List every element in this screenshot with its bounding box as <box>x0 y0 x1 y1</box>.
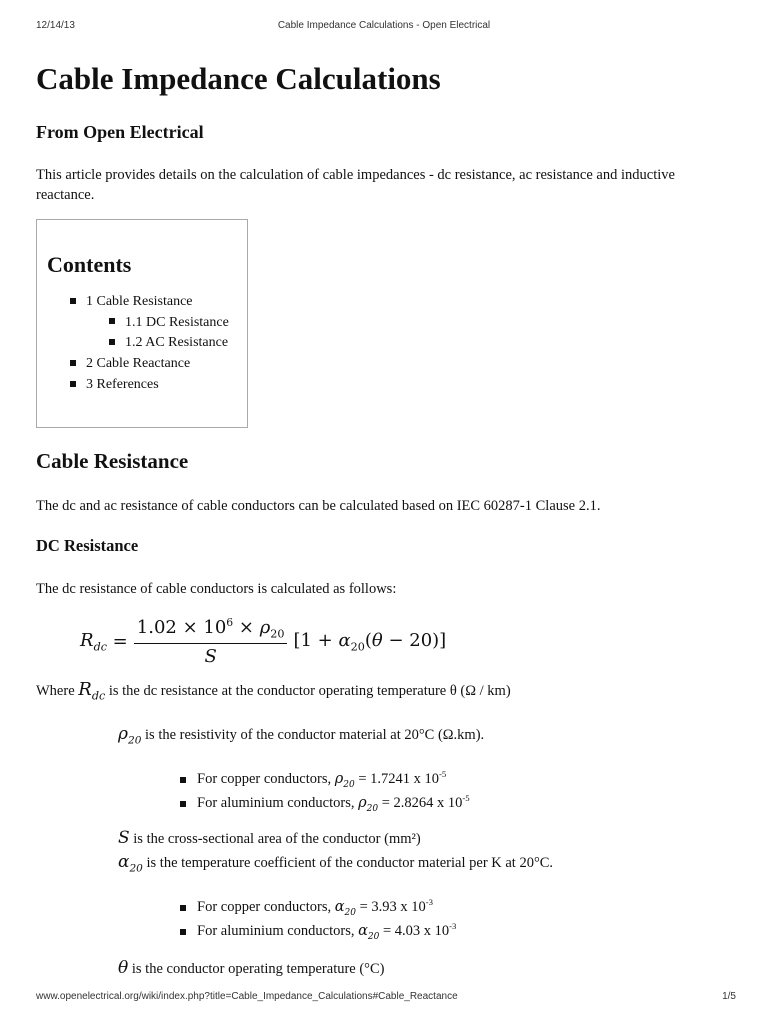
s-definition: S is the cross-sectional area of the conductor (mm²) <box>118 828 421 848</box>
page-title: Cable Impedance Calculations <box>36 61 441 96</box>
section-dc-resistance: DC Resistance <box>36 536 139 555</box>
toc-link-dc-resistance[interactable]: 1.1 DC Resistance <box>125 314 229 330</box>
print-url: www.openelectrical.org/wiki/index.php?title=Cable_Impedance_Calculations#Cable_Reactance <box>36 991 458 1002</box>
toc-heading: Contents <box>47 252 132 277</box>
toc-link-ac-resistance[interactable]: 1.2 AC Resistance <box>125 335 229 351</box>
toc-link-references[interactable]: 3 References <box>86 376 159 392</box>
rho-aluminium-item: For aluminium conductors, $\rho_{20} = 2.8264$ x $10^{-5}$ <box>180 788 470 819</box>
page-subtitle: From Open Electrical <box>36 122 204 142</box>
rdc-definition: Where $R_{dc}$ is the dc resistance at the conductor operating temperature θ (Ω / km) <box>36 679 511 703</box>
alpha-aluminium-item: For aluminium conductors, $\alpha_{20} = 4.03$ x $10^{-3}$ <box>180 916 456 947</box>
print-page-number: 1/5 <box>722 991 736 1002</box>
dc-resistance-text: The dc resistance of cable conductors is calculated as follows: <box>36 581 397 597</box>
table-of-contents <box>36 219 248 428</box>
alpha-copper-item: For copper conductors, $\alpha_{20} = 3.93$ x $10^{-3}$ <box>180 892 433 923</box>
print-date: 12/14/13 <box>36 20 75 31</box>
intro-paragraph: This article provides details on the calculation of cable impedances - dc resistance, ac resistance and inductive reactance. <box>36 167 675 203</box>
alpha-definition: $\alpha_{20}$ is the temperature coefficient of the conductor material per K at 20°C. <box>118 852 554 875</box>
theta-definition: θ is the conductor operating temperature (°C) <box>118 958 385 978</box>
cable-resistance-text: The dc and ac resistance of cable conductors can be calculated based on IEC 60287-1 Clause 2.1. <box>36 498 601 514</box>
toc-link-cable-resistance[interactable]: 1 Cable Resistance <box>86 294 193 309</box>
section-cable-resistance: Cable Resistance <box>36 449 189 473</box>
print-title: Cable Impedance Calculations - Open Electrical <box>277 20 491 31</box>
rho-copper-item: For copper conductors, $\rho_{20} = 1.7241$ x $10^{-5}$ <box>180 764 446 795</box>
dc-resistance-formula: $R_{dc}$ = $\frac{1.02 \times 10^6 \times \rho_{20}}{S}$ $[1 + \alpha_{20}(\theta - 20)]$ <box>80 616 447 667</box>
rho-definition: $\rho_{20}$ is the resistivity of the conductor material at 20°C (Ω.km). <box>118 724 485 747</box>
toc-link-cable-reactance[interactable]: 2 Cable Reactance <box>86 356 191 372</box>
